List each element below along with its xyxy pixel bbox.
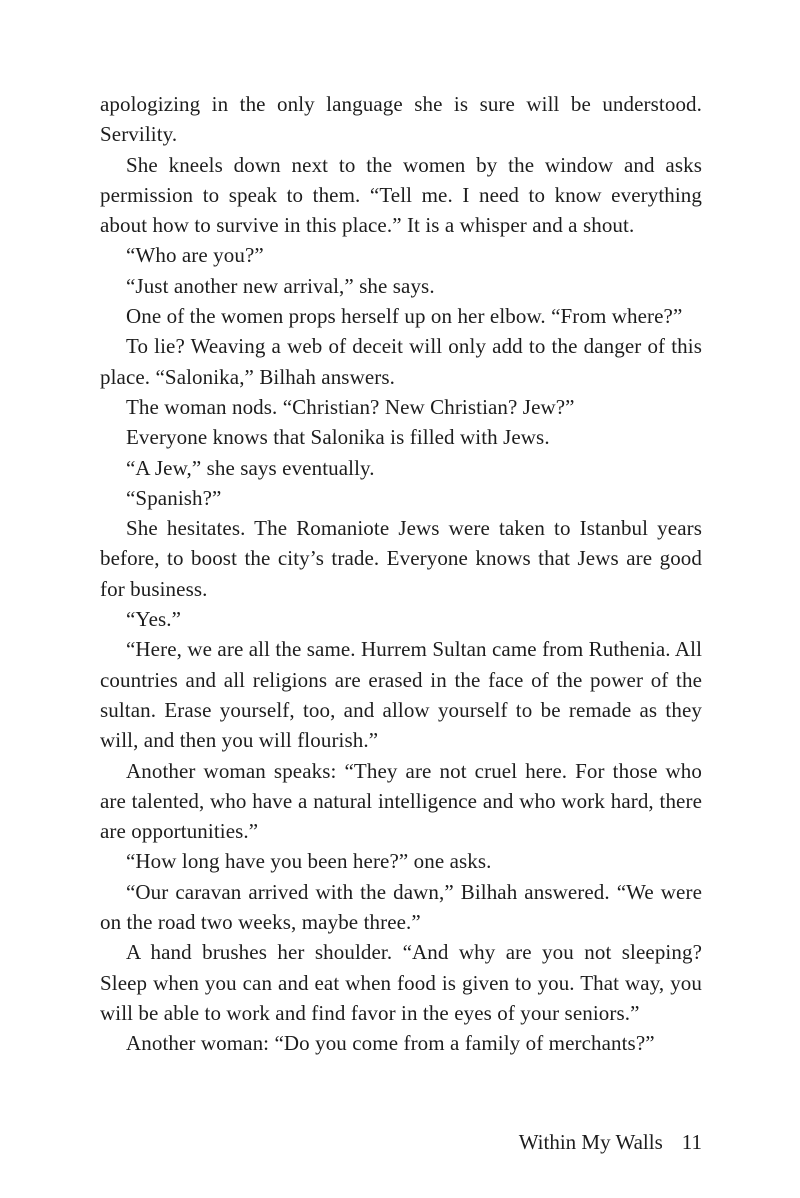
- paragraph: apologizing in the only language she is sure will be understood. Servility.: [100, 92, 702, 147]
- paragraph: “Here, we are all the same. Hurrem Sultan came from Ruthenia. All countries and all religions are erased in the face of the power of the sultan. Erase yourself, too, and allow yourself to be remade as they will, and then you will flourish.”: [100, 637, 702, 753]
- paragraph: To lie? Weaving a web of deceit will only add to the danger of this place. “Salonika,” Bilhah answers.: [100, 334, 702, 389]
- paragraph: “Yes.”: [126, 607, 182, 632]
- paragraph: The woman nods. “Christian? New Christian? Jew?”: [126, 394, 575, 419]
- paragraph: One of the women props herself up on her elbow. “From where?”: [126, 304, 683, 329]
- paragraph: “Our caravan arrived with the dawn,” Bilhah answered. “We were on the road two weeks, maybe three.”: [100, 879, 702, 935]
- paragraph: She kneels down next to the women by the window and asks permission to speak to them. “Tell me. I need to know everything about how to survive in this place.” It is a whisper and a shout.: [100, 152, 702, 238]
- paragraph: “A Jew,” she says eventually.: [126, 455, 375, 480]
- page-footer: [100, 1127, 702, 1157]
- paragraph: A hand brushes her shoulder. “And why are you not sleeping? Sleep when you can and eat when food is given to you. That way, you will be able to work and find favor in the eyes of your seniors.”: [100, 940, 702, 1025]
- paragraph: “Who are you?”: [126, 243, 264, 268]
- paragraph: “Spanish?”: [126, 485, 222, 510]
- page-number: 11: [681, 1130, 702, 1154]
- paragraph: “Just another new arrival,” she says.: [126, 273, 435, 298]
- paragraph: Everyone knows that Salonika is filled with Jews.: [126, 425, 550, 450]
- paragraph: “How long have you been here?” one asks.: [126, 849, 492, 874]
- page-text-block: [100, 89, 702, 1059]
- running-title: Within My Walls: [518, 1130, 663, 1154]
- paragraph: Another woman: “Do you come from a family of merchants?”: [126, 1031, 655, 1056]
- paragraph: Another woman speaks: “They are not cruel here. For those who are talented, who have a natural intelligence and who work hard, there are opportunities.”: [100, 758, 702, 844]
- paragraph: She hesitates. The Romaniote Jews were taken to Istanbul years before, to boost the city’s trade. Everyone knows that Jews are good for business.: [100, 516, 702, 601]
